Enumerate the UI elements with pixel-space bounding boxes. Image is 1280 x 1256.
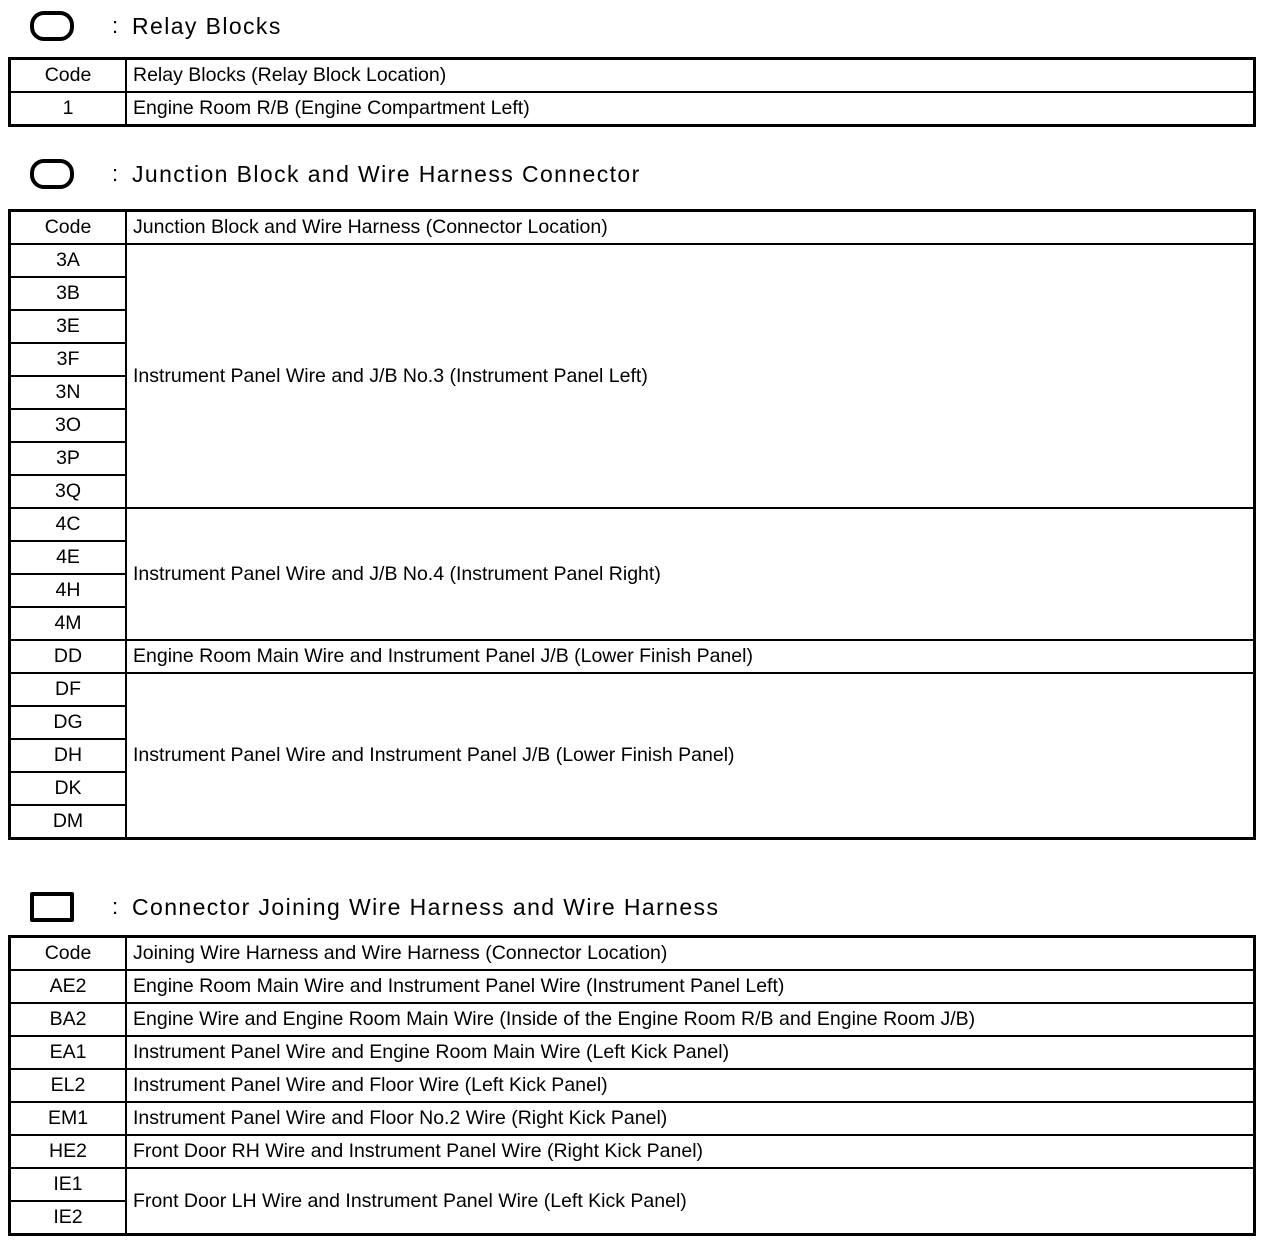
square-box-icon xyxy=(30,892,74,922)
code-cell: IE2 xyxy=(10,1201,127,1235)
code-cell: 1 xyxy=(10,92,127,126)
table-row xyxy=(10,508,1255,541)
code-cell: 4H xyxy=(10,574,127,607)
table-row xyxy=(10,1069,1255,1102)
table-row xyxy=(10,244,1255,277)
heading-colon: : xyxy=(112,894,119,919)
table-row xyxy=(10,1036,1255,1069)
table-row xyxy=(10,1102,1255,1135)
table-row xyxy=(10,673,1255,706)
location-description-cell: Instrument Panel Wire and Floor No.2 Wire (Right Kick Panel) xyxy=(126,1102,1255,1135)
code-cell: EM1 xyxy=(10,1102,127,1135)
table-header-row xyxy=(10,59,1255,93)
code-cell: DD xyxy=(10,640,127,673)
section-title: Connector Joining Wire Harness and Wire Harness xyxy=(132,893,720,920)
section-title: Relay Blocks xyxy=(132,12,282,39)
code-cell: DK xyxy=(10,772,127,805)
code-cell: 4M xyxy=(10,607,127,640)
heading-colon: : xyxy=(112,13,119,38)
code-cell: AE2 xyxy=(10,970,127,1003)
relay-blocks-heading xyxy=(30,6,282,46)
location-description-cell: Instrument Panel Wire and Engine Room Main Wire (Left Kick Panel) xyxy=(126,1036,1255,1069)
location-description-cell: Instrument Panel Wire and Instrument Panel J/B (Lower Finish Panel) xyxy=(126,673,1255,839)
column-header-description: Joining Wire Harness and Wire Harness (Connector Location) xyxy=(126,937,1255,971)
section-title: Junction Block and Wire Harness Connector xyxy=(132,160,641,187)
code-cell: DM xyxy=(10,805,127,839)
code-cell: 3Q xyxy=(10,475,127,508)
table-row xyxy=(10,640,1255,673)
location-description-cell: Instrument Panel Wire and J/B No.3 (Instrument Panel Left) xyxy=(126,244,1255,508)
column-header-code: Code xyxy=(10,59,127,93)
table-header-row xyxy=(10,937,1255,971)
wire-joining-heading xyxy=(30,887,719,927)
rounded-box-icon xyxy=(30,11,74,41)
code-cell: HE2 xyxy=(10,1135,127,1168)
table-header-row xyxy=(10,211,1255,245)
table-row xyxy=(10,1003,1255,1036)
column-header-code: Code xyxy=(10,211,127,245)
wire-joining-table xyxy=(8,935,1256,1236)
code-cell: 3A xyxy=(10,244,127,277)
location-description-cell: Front Door LH Wire and Instrument Panel Wire (Left Kick Panel) xyxy=(126,1168,1255,1235)
code-cell: 3O xyxy=(10,409,127,442)
heading-colon: : xyxy=(112,161,119,186)
code-cell: 4C xyxy=(10,508,127,541)
location-description-cell: Engine Room R/B (Engine Compartment Left) xyxy=(126,92,1255,126)
table-row xyxy=(10,92,1255,126)
code-cell: 3P xyxy=(10,442,127,475)
location-description-cell: Instrument Panel Wire and Floor Wire (Left Kick Panel) xyxy=(126,1069,1255,1102)
rounded-box-icon xyxy=(30,159,74,189)
code-cell: 3N xyxy=(10,376,127,409)
code-cell: 3E xyxy=(10,310,127,343)
code-cell: EL2 xyxy=(10,1069,127,1102)
code-cell: DH xyxy=(10,739,127,772)
location-description-cell: Front Door RH Wire and Instrument Panel Wire (Right Kick Panel) xyxy=(126,1135,1255,1168)
table-row xyxy=(10,1135,1255,1168)
code-cell: BA2 xyxy=(10,1003,127,1036)
column-header-description: Relay Blocks (Relay Block Location) xyxy=(126,59,1255,93)
location-description-cell: Engine Room Main Wire and Instrument Panel Wire (Instrument Panel Left) xyxy=(126,970,1255,1003)
junction-block-table xyxy=(8,209,1256,840)
code-cell: IE1 xyxy=(10,1168,127,1201)
table-row xyxy=(10,1168,1255,1201)
code-cell: DG xyxy=(10,706,127,739)
location-description-cell: Engine Wire and Engine Room Main Wire (Inside of the Engine Room R/B and Engine Room J/B) xyxy=(126,1003,1255,1036)
location-description-cell: Engine Room Main Wire and Instrument Panel J/B (Lower Finish Panel) xyxy=(126,640,1255,673)
code-cell: DF xyxy=(10,673,127,706)
column-header-code: Code xyxy=(10,937,127,971)
code-cell: EA1 xyxy=(10,1036,127,1069)
code-cell: 4E xyxy=(10,541,127,574)
code-cell: 3B xyxy=(10,277,127,310)
code-cell: 3F xyxy=(10,343,127,376)
relay-blocks-table xyxy=(8,57,1256,127)
column-header-description: Junction Block and Wire Harness (Connector Location) xyxy=(126,211,1255,245)
junction-block-heading xyxy=(30,154,641,194)
table-row xyxy=(10,970,1255,1003)
location-description-cell: Instrument Panel Wire and J/B No.4 (Instrument Panel Right) xyxy=(126,508,1255,640)
